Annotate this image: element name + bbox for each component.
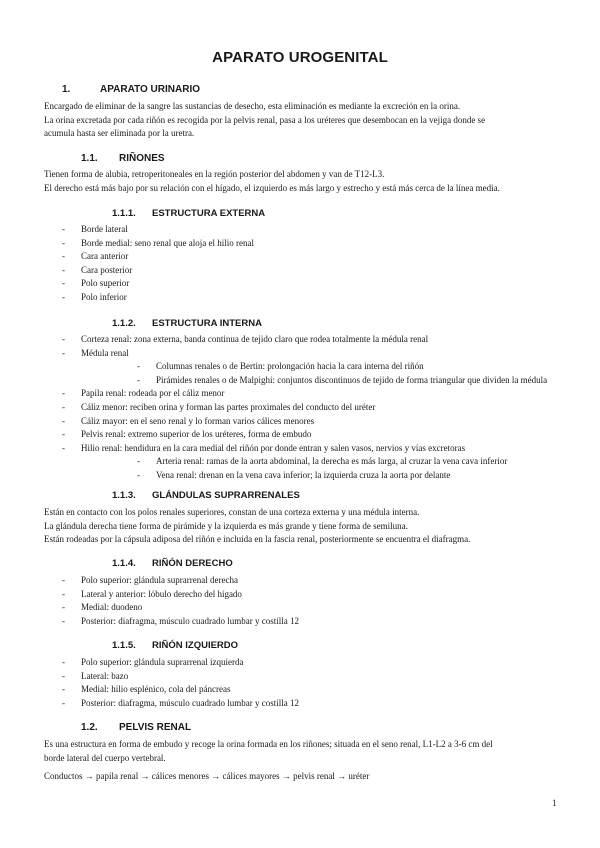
list-item: - Papila renal: rodeada por el cáliz menor	[62, 387, 547, 401]
section-number: 1.1.3.	[112, 490, 136, 501]
paragraph-rinones	[44, 168, 564, 195]
list-item: - Corteza renal: zona externa, banda continua de tejido claro que rodea totalmente la médula renal	[62, 333, 547, 347]
section-heading-estructura-interna	[112, 318, 262, 329]
list-item: - Polo superior: glándula suprarrenal derecha	[62, 574, 299, 588]
text-line: Tienen forma de alubia, retroperitoneales en la región posterior del abdomen y van de T12-L3.	[44, 169, 385, 179]
list-item: - Hilio renal: hendidura en la cara medial del riñón por donde entran y salen vasos, nervios y vías excretoras	[62, 442, 547, 456]
list-item: - Medial: hilio esplénico, cola del páncreas	[62, 683, 299, 697]
list-item: - Polo inferior	[62, 291, 254, 305]
section-heading-aparato-urinario	[62, 84, 200, 95]
list-item: - Cáliz menor: reciben orina y forman las partes proximales del conducto del uréter	[62, 401, 547, 415]
list-rinon-izquierdo	[62, 656, 299, 710]
list-item: - Cara anterior	[62, 250, 254, 264]
list-subitem: - Columnas renales o de Bertin: prolongación hacia la cara interna del riñón	[62, 360, 547, 374]
section-number: 1.1.2.	[112, 318, 136, 329]
list-rinon-derecho	[62, 574, 299, 628]
text-line: La glándula derecha tiene forma de pirámide y la izquierda es más grande y tiene forma de semiluna.	[44, 520, 408, 531]
section-number: 1.1.	[81, 153, 98, 164]
section-title: GLÁNDULAS SUPRARRENALES	[152, 490, 300, 501]
text-line: Están rodeadas por la cápsula adiposa del riñón e incluida en la fascia renal, posteriormente se encuentra el diafragma.	[44, 534, 471, 545]
text-line: Es una estructura en forma de embudo y recoge la orina formada en los riñones; situada en el seno renal, L1-L2 a 3-6 cm del	[44, 739, 493, 749]
list-item: - Medial: duodeno	[62, 601, 299, 615]
text-line: Encargado de eliminar de la sangre las sustancias de desecho, esta eliminación es mediante la excreción en la orina.	[44, 101, 461, 111]
section-title: RIÑÓN DERECHO	[152, 558, 233, 569]
list-estructura-externa	[62, 223, 254, 305]
section-heading-rinon-izquierdo	[112, 640, 238, 651]
section-title: RIÑONES	[119, 153, 165, 164]
list-item: - Médula renal	[62, 347, 547, 361]
text-line: La orina excretada por cada riñón es recogida por la pelvis renal, pasa a los uréteres que desembocan en la vejiga donde se	[44, 114, 486, 125]
paragraph-pelvis-renal	[44, 738, 564, 784]
section-number: 1.	[62, 84, 71, 95]
conductos-line: Conductos → papila renal → cálices menores → cálices mayores → pelvis renal → uréter	[44, 771, 370, 782]
section-title: PELVIS RENAL	[119, 722, 192, 733]
section-heading-glandulas-suprarrenales	[112, 490, 300, 501]
section-number: 1.2.	[81, 722, 98, 733]
text-line: borde lateral del cuerpo vertebral.	[44, 752, 166, 763]
paragraph-aparato-urinario	[44, 100, 564, 141]
list-subitem: - Vena renal: drenan en la vena cava inferior; la izquierda cruza la aorta por delante	[62, 469, 547, 483]
list-item: - Lateral: bazo	[62, 670, 299, 684]
page-number: 1	[552, 798, 557, 808]
document-title: APARATO UROGENITAL	[212, 49, 388, 66]
section-number: 1.1.5.	[112, 640, 136, 651]
list-estructura-interna	[62, 333, 547, 483]
section-title: RIÑÓN IZQUIERDO	[152, 640, 239, 651]
list-item: - Lateral y anterior: lóbulo derecho del hígado	[62, 588, 299, 602]
list-item: - Borde medial: seno renal que aloja el hilio renal	[62, 237, 254, 251]
list-item: - Pelvis renal: extremo superior de los uréteres, forma de embudo	[62, 428, 547, 442]
section-title: ESTRUCTURA EXTERNA	[152, 208, 266, 219]
list-item: - Polo superior	[62, 277, 254, 291]
text-line: acumula hasta ser eliminada por la uretra.	[44, 128, 195, 139]
text-line: Están en contacto con los polos renales superiores, constan de una corteza externa y una médula interna.	[44, 507, 420, 517]
section-heading-rinones	[81, 153, 165, 164]
list-item: - Posterior: diafragma, músculo cuadrado lumbar y costilla 12	[62, 697, 299, 711]
list-item: - Cara posterior	[62, 264, 254, 278]
section-heading-estructura-externa	[112, 208, 265, 219]
list-item: - Cáliz mayor: en el seno renal y lo forman varios cálices menores	[62, 415, 547, 429]
list-subitem: - Arteria renal: ramas de la aorta abdominal, la derecha es más larga, al cruzar la vena cava inferior	[62, 455, 547, 469]
section-number: 1.1.1.	[112, 208, 136, 219]
section-heading-rinon-derecho	[112, 558, 233, 569]
list-item: - Borde lateral	[62, 223, 254, 237]
section-number: 1.1.4.	[112, 558, 136, 569]
section-heading-pelvis-renal	[81, 722, 191, 733]
list-item: - Polo superior: glándula suprarrenal izquierda	[62, 656, 299, 670]
section-title: ESTRUCTURA INTERNA	[152, 318, 262, 329]
section-title: APARATO URINARIO	[100, 84, 200, 95]
text-line: El derecho está más bajo por su relación con el hígado, el izquierdo es más largo y estrecho y está más cerca de la línea media.	[44, 182, 500, 193]
list-subitem: - Pirámides renales o de Malpighi: conjuntos discontinuos de tejido de forma triangular que dividen la médula	[62, 374, 547, 388]
list-item: - Posterior: diafragma, músculo cuadrado lumbar y costilla 12	[62, 615, 299, 629]
paragraph-glandulas-suprarrenales	[44, 506, 564, 547]
